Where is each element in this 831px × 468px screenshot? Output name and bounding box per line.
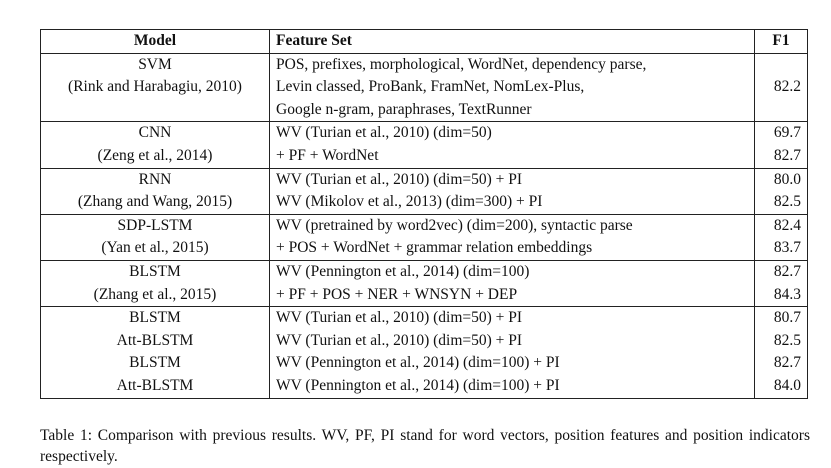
header-feature-set: Feature Set — [270, 30, 755, 54]
table-caption: Table 1: Comparison with previous results. WV, PF, PI stand for word vectors, position features and position indicators respectively. — [40, 426, 810, 465]
model-cell: BLSTM — [41, 260, 270, 283]
feature-set-cell: WV (pretrained by word2vec) (dim=200), syntactic parse — [270, 214, 755, 237]
table-row — [41, 99, 808, 122]
f1-cell: 82.2 — [755, 76, 808, 99]
model-cell: Att-BLSTM — [41, 330, 270, 353]
model-cell: (Rink and Harabagiu, 2010) — [41, 76, 270, 99]
model-cell: CNN — [41, 122, 270, 145]
f1-cell: 80.7 — [755, 307, 808, 330]
feature-set-cell: + POS + WordNet + grammar relation embeddings — [270, 237, 755, 260]
feature-set-cell: Google n-gram, paraphrases, TextRunner — [270, 99, 755, 122]
model-cell: (Zhang and Wang, 2015) — [41, 191, 270, 214]
f1-cell: 82.5 — [755, 191, 808, 214]
feature-set-cell: POS, prefixes, morphological, WordNet, dependency parse, — [270, 53, 755, 76]
results-table-container — [40, 29, 807, 399]
feature-set-cell: WV (Pennington et al., 2014) (dim=100) + PI — [270, 352, 755, 375]
f1-cell — [755, 53, 808, 76]
model-cell: SVM — [41, 53, 270, 76]
f1-cell: 69.7 — [755, 122, 808, 145]
table-row — [41, 307, 808, 330]
model-cell — [41, 99, 270, 122]
table-header-row — [41, 30, 808, 54]
model-cell: Att-BLSTM — [41, 375, 270, 398]
table-row — [41, 237, 808, 260]
results-table — [40, 29, 808, 399]
f1-cell: 82.7 — [755, 260, 808, 283]
f1-cell: 84.3 — [755, 284, 808, 307]
model-cell: BLSTM — [41, 307, 270, 330]
table-row — [41, 191, 808, 214]
table-row — [41, 352, 808, 375]
feature-set-cell: WV (Turian et al., 2010) (dim=50) + PI — [270, 168, 755, 191]
f1-cell: 82.7 — [755, 352, 808, 375]
table-row — [41, 76, 808, 99]
feature-set-cell: + PF + POS + NER + WNSYN + DEP — [270, 284, 755, 307]
f1-cell: 82.5 — [755, 330, 808, 353]
feature-set-cell: WV (Turian et al., 2010) (dim=50) + PI — [270, 330, 755, 353]
table-body — [41, 53, 808, 398]
f1-cell: 82.4 — [755, 214, 808, 237]
table-row — [41, 168, 808, 191]
feature-set-cell: Levin classed, ProBank, FramNet, NomLex-Plus, — [270, 76, 755, 99]
feature-set-cell: WV (Turian et al., 2010) (dim=50) — [270, 122, 755, 145]
table-row — [41, 284, 808, 307]
table-row — [41, 122, 808, 145]
header-f1: F1 — [755, 30, 808, 54]
header-model: Model — [41, 30, 270, 54]
table-row — [41, 145, 808, 168]
table-row — [41, 260, 808, 283]
table-row — [41, 375, 808, 398]
table-row — [41, 53, 808, 76]
f1-cell: 84.0 — [755, 375, 808, 398]
model-cell: (Zhang et al., 2015) — [41, 284, 270, 307]
f1-cell: 80.0 — [755, 168, 808, 191]
table-row — [41, 330, 808, 353]
feature-set-cell: WV (Pennington et al., 2014) (dim=100) + PI — [270, 375, 755, 398]
model-cell: (Yan et al., 2015) — [41, 237, 270, 260]
f1-cell — [755, 99, 808, 122]
feature-set-cell: WV (Pennington et al., 2014) (dim=100) — [270, 260, 755, 283]
model-cell: SDP-LSTM — [41, 214, 270, 237]
feature-set-cell: WV (Turian et al., 2010) (dim=50) + PI — [270, 307, 755, 330]
f1-cell: 83.7 — [755, 237, 808, 260]
feature-set-cell: + PF + WordNet — [270, 145, 755, 168]
feature-set-cell: WV (Mikolov et al., 2013) (dim=300) + PI — [270, 191, 755, 214]
f1-cell: 82.7 — [755, 145, 808, 168]
model-cell: RNN — [41, 168, 270, 191]
model-cell: (Zeng et al., 2014) — [41, 145, 270, 168]
table-row — [41, 214, 808, 237]
model-cell: BLSTM — [41, 352, 270, 375]
